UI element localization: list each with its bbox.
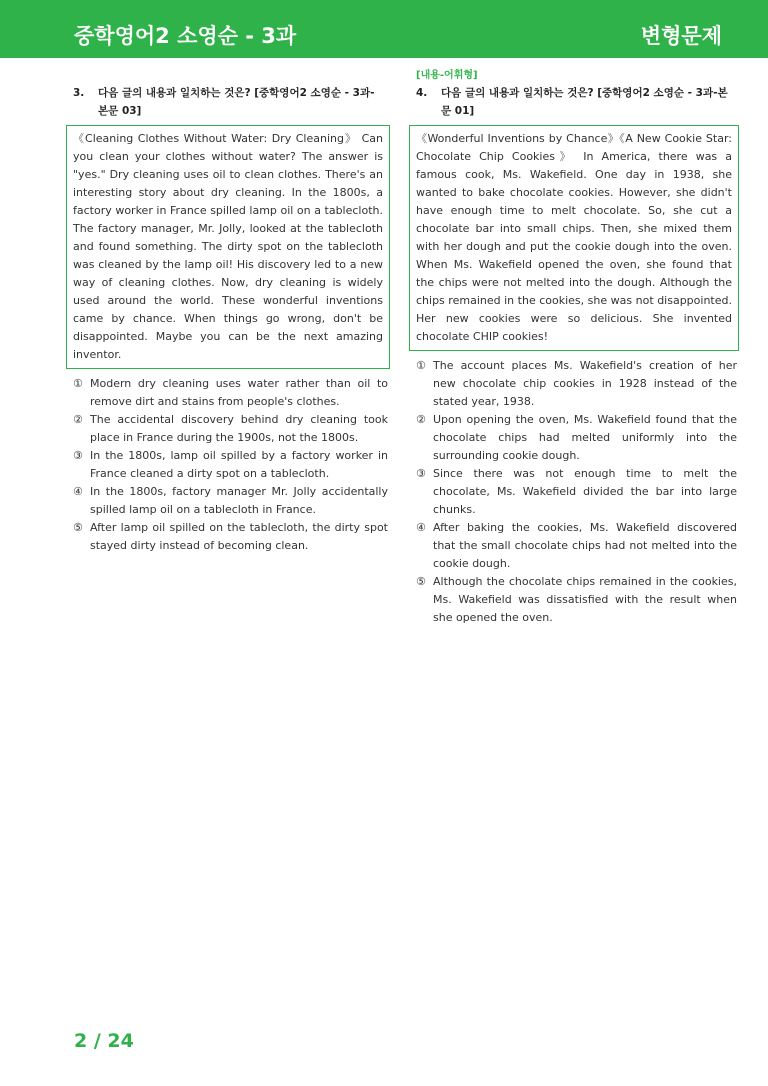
question-text: 다음 글의 내용과 일치하는 것은? [중학영어2 소영순 - 3과-본문 01] xyxy=(441,87,728,117)
page-header xyxy=(0,0,768,58)
choice-1[interactable] xyxy=(66,375,390,411)
document-title: 중학영어2 소영순 - 3과 xyxy=(74,24,297,48)
choice-marker: ④ xyxy=(416,521,426,534)
choice-text: In the 1800s, factory manager Mr. Jolly accidentally spilled lamp oil on a tablecloth in France. xyxy=(90,485,388,516)
choice-marker: ④ xyxy=(73,485,83,498)
choice-3[interactable] xyxy=(409,465,739,519)
reading-passage: 《Cleaning Clothes Without Water: Dry Cleaning》 Can you clean your clothes without water? The answer is "yes." Dry cleaning uses oil to clean clothes. There's an interesting story about dry cleaning. In the 1800s, a factory worker in France spilled lamp oil on a tablecloth. The factory manager, Mr. Jolly, looked at the tablecloth and found something. The dirty spot on the tablecloth was cleaned by the lamp oil! His discovery led to a new way of cleaning clothes. Now, dry cleaning is widely used around the world. These wonderful inventions came by chance. When things go wrong, don't be disappointed. Maybe you can be the next amazing inventor. xyxy=(66,125,390,369)
choice-text: The account places Ms. Wakefield's creation of her new chocolate chip cookies in 1928 instead of the stated year, 1938. xyxy=(433,359,737,408)
question-prompt xyxy=(66,84,390,120)
choice-text: After lamp oil spilled on the tablecloth, the dirty spot stayed dirty instead of becoming clean. xyxy=(90,521,388,552)
choice-marker: ② xyxy=(416,413,426,426)
question-prompt xyxy=(409,84,739,120)
choice-5[interactable] xyxy=(66,519,390,555)
choice-3[interactable] xyxy=(66,447,390,483)
choice-4[interactable] xyxy=(409,519,739,573)
choice-marker: ③ xyxy=(416,467,426,480)
question-number: 4. xyxy=(416,87,428,99)
question-tag xyxy=(73,66,390,82)
section-label: 변형문제 xyxy=(640,24,722,48)
choice-text: After baking the cookies, Ms. Wakefield discovered that the small chocolate chips had not melted into the cookie dough. xyxy=(433,521,737,570)
question-tag: [내용-어휘형] xyxy=(416,70,478,81)
question-4 xyxy=(409,66,739,627)
choice-text: Since there was not enough time to melt the chocolate, Ms. Wakefield divided the bar into large chunks. xyxy=(433,467,737,516)
page-number: 2 / 24 xyxy=(74,1030,134,1052)
choice-marker: ③ xyxy=(73,449,83,462)
choice-5[interactable] xyxy=(409,573,739,627)
question-text: 다음 글의 내용과 일치하는 것은? [중학영어2 소영순 - 3과-본문 03] xyxy=(98,87,375,117)
choice-marker: ⑤ xyxy=(416,575,426,588)
answer-choices xyxy=(409,357,739,627)
choice-text: Upon opening the oven, Ms. Wakefield found that the chocolate chips had melted uniformly into the surrounding cookie dough. xyxy=(433,413,737,462)
choice-4[interactable] xyxy=(66,483,390,519)
choice-2[interactable] xyxy=(66,411,390,447)
choice-text: In the 1800s, lamp oil spilled by a factory worker in France cleaned a dirty spot on a tablecloth. xyxy=(90,449,388,480)
choice-text: Although the chocolate chips remained in the cookies, Ms. Wakefield was dissatisfied with the result when she opened the oven. xyxy=(433,575,737,624)
choice-text: Modern dry cleaning uses water rather than oil to remove dirt and stains from people's clothes. xyxy=(90,377,388,408)
choice-2[interactable] xyxy=(409,411,739,465)
question-number: 3. xyxy=(73,87,85,99)
choice-text: The accidental discovery behind dry cleaning took place in France during the 1900s, not the 1800s. xyxy=(90,413,388,444)
choice-marker: ⑤ xyxy=(73,521,83,534)
choice-1[interactable] xyxy=(409,357,739,411)
choice-marker: ① xyxy=(73,377,83,390)
choice-marker: ② xyxy=(73,413,83,426)
answer-choices xyxy=(66,375,390,555)
choice-marker: ① xyxy=(416,359,426,372)
reading-passage: 《Wonderful Inventions by Chance》《A New Cookie Star: Chocolate Chip Cookies》 In America, there was a famous cook, Ms. Wakefield. One day in 1938, she wanted to bake chocolate cookies. However, she didn't have enough time to melt chocolate. So, she cut a chocolate bar into small chips. Then, she mixed them with her dough and put the cookie dough into the oven. When Ms. Wakefield opened the oven, she found that the chips were not melted into the dough. Although the chips remained in the cookies, she was not disappointed. Her new cookies were so delicious. She invented chocolate CHIP cookies! xyxy=(409,125,739,351)
question-3 xyxy=(66,66,390,555)
